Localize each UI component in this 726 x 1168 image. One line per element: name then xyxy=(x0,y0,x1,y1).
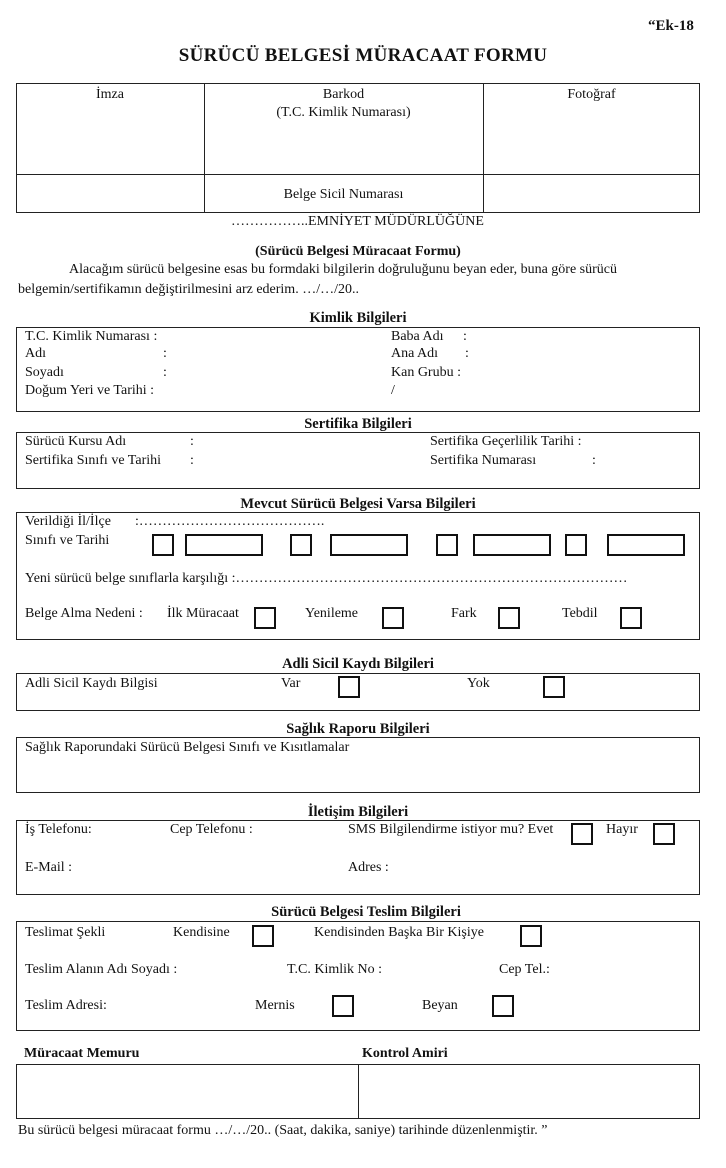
footer-note: Bu sürücü belgesi müracaat formu …/…/20.. (Saat, dakika, saniye) tarihinde düzenlenmiştir. ” xyxy=(18,1123,548,1138)
address-field[interactable]: Adres : xyxy=(348,860,389,875)
mernis-label: Mernis xyxy=(255,998,295,1013)
application-officer-signature[interactable] xyxy=(30,1070,350,1114)
delivery-method-label: Teslimat Şekli xyxy=(25,925,106,940)
tc-number-field[interactable]: T.C. Kimlik Numarası : xyxy=(25,329,158,344)
reason-difference-label: Fark xyxy=(451,606,477,621)
date-slash: / xyxy=(391,383,395,398)
sms-no-checkbox[interactable] xyxy=(653,823,675,845)
control-supervisor-title: Kontrol Amiri xyxy=(362,1046,448,1061)
colon: : xyxy=(163,365,167,380)
issued-place-label: Verildiği İl/İlçe xyxy=(25,514,111,529)
recipient-phone-field[interactable]: Cep Tel.: xyxy=(499,962,550,977)
tc-kimlik-label: (T.C. Kimlik Numarası) xyxy=(276,105,411,120)
class-checkbox-2[interactable] xyxy=(290,534,312,556)
health-report-field[interactable]: Sağlık Raporundaki Sürücü Belgesi Sınıfı ve Kısıtlamalar xyxy=(25,740,350,755)
sms-yes-checkbox[interactable] xyxy=(571,823,593,845)
first-name-field[interactable]: Adı xyxy=(25,346,46,361)
barcode-label: Barkod xyxy=(322,87,365,102)
delivery-self-checkbox[interactable] xyxy=(252,925,274,947)
document-registry-label: Belge Sicil Numarası xyxy=(283,187,404,202)
section-title-iletisim: İletişim Bilgileri xyxy=(307,804,409,820)
authority-line: ……………..EMNİYET MÜDÜRLÜĞÜNE xyxy=(231,214,484,229)
declaration-checkbox[interactable] xyxy=(492,995,514,1017)
class-date-field-2[interactable] xyxy=(330,534,408,556)
criminal-no-label: Yok xyxy=(467,676,490,691)
section-title-teslim: Sürücü Belgesi Teslim Bilgileri xyxy=(271,904,461,920)
annex-label: “Ek-18 xyxy=(648,18,694,34)
certificate-class-date-field[interactable]: Sertifika Sınıfı ve Tarihi xyxy=(25,453,162,468)
new-class-equivalent-field[interactable]: Yeni sürücü belge sınıflarla karşılığı :………………………………………………………………………… xyxy=(25,571,628,586)
recipient-name-field[interactable]: Teslim Alanın Adı Soyadı : xyxy=(25,962,178,977)
recipient-tc-field[interactable]: T.C. Kimlik No : xyxy=(287,962,383,977)
colon: : xyxy=(465,346,469,361)
colon: : xyxy=(190,453,194,468)
email-field[interactable]: E-Mail : xyxy=(25,860,73,875)
mernis-checkbox[interactable] xyxy=(332,995,354,1017)
class-date-field-3[interactable] xyxy=(473,534,551,556)
criminal-no-checkbox[interactable] xyxy=(543,676,565,698)
criminal-yes-label: Var xyxy=(281,676,301,691)
section-title-saglik: Sağlık Raporu Bilgileri xyxy=(286,721,430,737)
class-checkbox-3[interactable] xyxy=(436,534,458,556)
colon: : xyxy=(163,346,167,361)
form-title: SÜRÜCÜ BELGESİ MÜRACAAT FORMU xyxy=(178,45,548,66)
criminal-yes-checkbox[interactable] xyxy=(338,676,360,698)
delivery-self-label: Kendisine xyxy=(173,925,230,940)
delivery-other-label: Kendisinden Başka Bir Kişiye xyxy=(314,925,484,940)
photo-cell[interactable]: Fotoğraf xyxy=(567,87,616,102)
form-subtitle: (Sürücü Belgesi Müracaat Formu) xyxy=(255,244,461,259)
section-title-kimlik: Kimlik Bilgileri xyxy=(309,310,407,326)
class-date-field-4[interactable] xyxy=(607,534,685,556)
control-supervisor-signature[interactable] xyxy=(366,1070,692,1114)
reason-first-checkbox[interactable] xyxy=(254,607,276,629)
delivery-other-checkbox[interactable] xyxy=(520,925,542,947)
reason-conversion-checkbox[interactable] xyxy=(620,607,642,629)
driving-school-field[interactable]: Sürücü Kursu Adı xyxy=(25,434,127,449)
father-name-field[interactable]: Baba Adı xyxy=(391,329,444,344)
application-officer-title: Müracaat Memuru xyxy=(24,1046,140,1061)
last-name-field[interactable]: Soyadı xyxy=(25,365,64,380)
mother-name-field[interactable]: Ana Adı xyxy=(391,346,439,361)
reason-conversion-label: Tebdil xyxy=(562,606,598,621)
certificate-number-field[interactable]: Sertifika Numarası xyxy=(430,453,537,468)
work-phone-field[interactable]: İş Telefonu: xyxy=(25,822,92,837)
section-title-sertifika: Sertifika Bilgileri xyxy=(304,416,412,432)
criminal-record-label: Adli Sicil Kaydı Bilgisi xyxy=(25,676,158,691)
delivery-address-label: Teslim Adresi: xyxy=(25,998,107,1013)
intro-line-2: belgemin/sertifikamın değiştirilmesini arz ederim. …/…/20.. xyxy=(18,282,359,297)
reason-renewal-label: Yenileme xyxy=(305,606,359,621)
declaration-label: Beyan xyxy=(422,998,458,1013)
issued-place-field[interactable]: :…………………………………. xyxy=(135,514,325,529)
colon: : xyxy=(190,434,194,449)
class-checkbox-1[interactable] xyxy=(152,534,174,556)
sms-no-label: Hayır xyxy=(606,822,638,837)
colon: : xyxy=(592,453,596,468)
signature-cell[interactable]: İmza xyxy=(96,87,124,102)
class-date-label: Sınıfı ve Tarihi xyxy=(25,533,110,548)
section-title-adli: Adli Sicil Kaydı Bilgileri xyxy=(282,656,434,672)
certificate-validity-field[interactable]: Sertifika Geçerlilik Tarihi : xyxy=(430,434,582,449)
reason-first-label: İlk Müracaat xyxy=(167,606,239,621)
reason-difference-checkbox[interactable] xyxy=(498,607,520,629)
birth-place-date-field[interactable]: Doğum Yeri ve Tarihi : xyxy=(25,383,155,398)
reason-renewal-checkbox[interactable] xyxy=(382,607,404,629)
colon: : xyxy=(463,329,467,344)
mobile-phone-field[interactable]: Cep Telefonu : xyxy=(170,822,253,837)
class-checkbox-4[interactable] xyxy=(565,534,587,556)
blood-type-field[interactable]: Kan Grubu : xyxy=(391,365,461,380)
reason-label: Belge Alma Nedeni : xyxy=(25,606,143,621)
class-date-field-1[interactable] xyxy=(185,534,263,556)
sms-yes-label: SMS Bilgilendirme istiyor mu? Evet xyxy=(348,822,554,837)
intro-line-1: Alacağım sürücü belgesine esas bu formdaki bilgilerin doğruluğunu beyan eder, buna göre sürücü xyxy=(69,262,618,277)
section-title-mevcut: Mevcut Sürücü Belgesi Varsa Bilgileri xyxy=(240,496,476,512)
